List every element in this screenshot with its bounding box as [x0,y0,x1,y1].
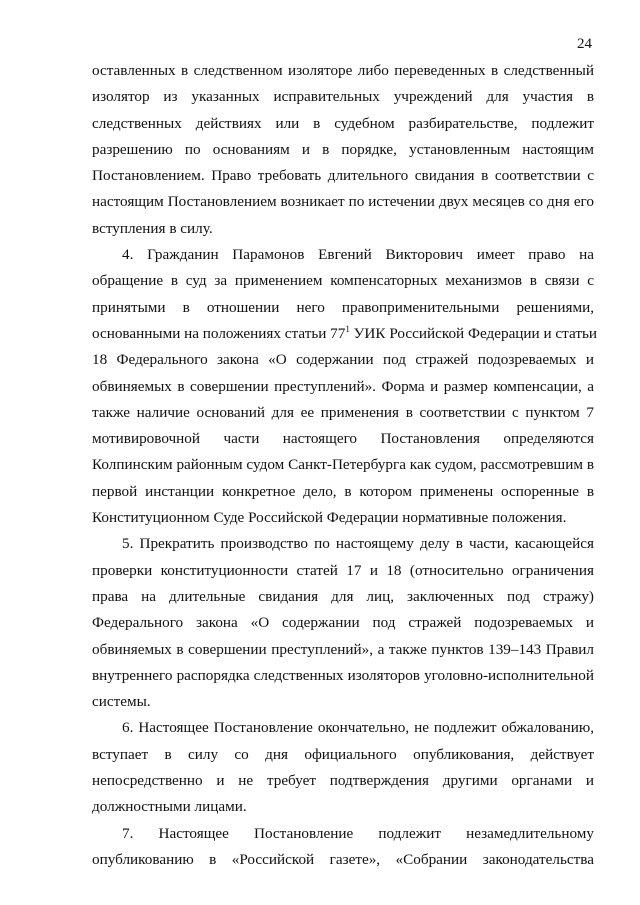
text-fragment: основанными на положениях статьи 77 [92,324,346,342]
text-line-with-superscript [92,321,598,347]
text-line: 5. Прекратить производство по настоящему делу в части, касающейся [122,535,594,553]
text-line: настоящим Постановлением возникает по истечении двух месяцев со дня его [92,193,594,211]
text-line: обращение в суд за применением компенсаторных механизмов в связи с [92,272,594,290]
text-line: внутреннего распорядка следственных изоляторов уголовно-исполнительной [92,666,594,684]
text-line: проверки конституционности статей 17 и 18 (относительно ограничения [92,561,594,579]
paragraph-continuation [92,58,594,242]
text-line: Конституционном Суде Российской Федерации нормативные положения. [92,509,567,527]
text-line: принятыми в отношении него правоприменительными решениями, [92,298,594,316]
text-line: изолятор из указанных исправительных учреждений для участия в [92,88,594,106]
text-line: Колпинским районным судом Санкт-Петербурга как судом, рассмотревшим в [92,456,594,474]
text-line: 4. Гражданин Парамонов Евгений Викторович имеет право на [122,246,594,264]
superscript: 1 [345,323,350,334]
text-line: обвиняемых в совершении преступлений», а также пунктов 139–143 Правил [92,640,594,658]
text-line: системы. [92,693,151,711]
text-line: следственных действиях или в судебном разбирательстве, подлежит [92,114,594,132]
text-line: 7. Настоящее Постановление подлежит незамедлительному [122,824,594,842]
text-line: разрешению по основаниям и в порядке, установленным настоящим [92,140,594,158]
paragraph-item-4 [92,242,598,531]
paragraph-item-5 [92,531,594,715]
text-line: вступления в силу. [92,219,213,237]
text-line: 18 Федерального закона «О содержании под стражей подозреваемых и [92,351,594,369]
text-line: Постановлением. Право требовать длительного свидания в соответствии с [92,167,594,185]
text-line: также наличие оснований для ее применения в соответствии с пунктом 7 [92,403,594,421]
page-number: 24 [577,36,592,52]
text-fragment: УИК Российской Федерации и статьи [349,324,598,342]
paragraph-item-7 [92,821,594,874]
text-line: вступает в силу со дня официального опубликования, действует [92,745,594,763]
text-line: 6. Настоящее Постановление окончательно, не подлежит обжалованию, [122,719,594,737]
text-line: должностными лицами. [92,798,247,816]
document-body [92,58,598,873]
text-line: первой инстанции конкретное дело, в котором применены оспоренные в [92,482,594,500]
text-line: Федерального закона «О содержании под стражей подозреваемых и [92,614,594,632]
text-line: оставленных в следственном изоляторе либо переведенных в следственный [92,62,594,79]
text-line: непосредственно и не требует подтверждения другими органами и [92,772,594,790]
text-line: опубликованию в «Российской газете», «Собрании законодательства [92,850,594,868]
text-line: права на длительные свидания для лиц, заключенных под стражу) [92,587,594,605]
text-line: обвиняемых в совершении преступлений». Форма и размер компенсации, а [92,377,594,395]
text-line: мотивировочной части настоящего Постановления определяются [92,430,594,448]
paragraph-item-6 [92,715,594,820]
